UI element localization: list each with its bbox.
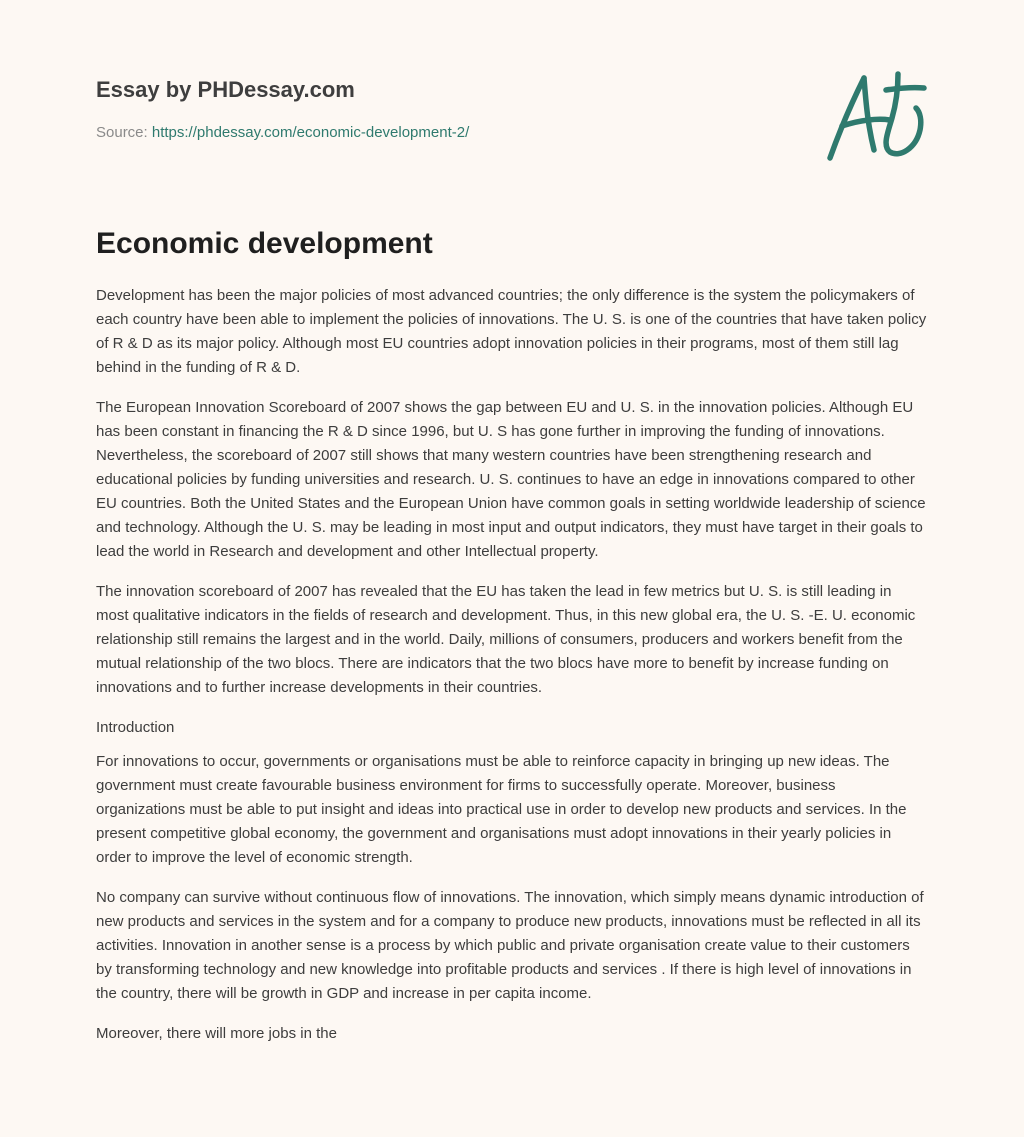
brand-title: Essay by PHDessay.com (96, 77, 355, 102)
source-label: Source: (96, 124, 148, 141)
paragraph: For innovations to occur, governments or organisations must be able to reinforce capacity in bringing up new ideas. The government must create favourable business environment for firms to successfully operate. Moreover, business organizations must be able to put insight and ideas into practical use in order to develop new products and services. In the present competitive global economy, the government and organisations must adopt innovations in their yearly policies in order to improve the level of economic strength. (96, 753, 907, 866)
paragraph: Moreover, there will more jobs in the (96, 1025, 337, 1042)
essay-title: Economic development (96, 227, 433, 260)
paragraph: The innovation scoreboard of 2007 has revealed that the EU has taken the lead in few metrics but U. S. is still leading in most qualitative indicators in the fields of research and development. Thus, in this new global era, the U. S. -E. U. economic relationship still remains the largest and in the world. Daily, millions of consumers, producers and workers benefit from the mutual relationship of the two blocs. There are indicators that the two blocs have more to benefit by increase funding on innovations and to further increase developments in their countries. (96, 583, 916, 696)
a-plus-logo-icon (820, 68, 930, 166)
essay-body (96, 284, 928, 1062)
essay-header (96, 74, 796, 143)
source-link[interactable]: https://phdessay.com/economic-development-2/ (151, 124, 470, 141)
paragraph: No company can survive without continuous flow of innovations. The innovation, which simply means dynamic introduction of new products and services in the system and for a company to produce new products, innovations must be reflected in all its activities. Innovation in another sense is a process by which public and private organisation create value to their customers by transforming technology and new knowledge into profitable products and services . If there is high level of innovations in the country, there will be growth in GDP and increase in per capita income. (96, 889, 924, 1002)
section-heading-introduction: Introduction (96, 719, 175, 736)
paragraph: The European Innovation Scoreboard of 2007 shows the gap between EU and U. S. in the innovation policies. Although EU has been constant in financing the R & D since 1996, but U. S has gone further in improving the funding of innovations. Nevertheless, the scoreboard of 2007 still shows that many western countries have been strengthening research and educational policies by funding universities and research. U. S. continues to have an edge in innovations compared to other EU countries. Both the United States and the European Union have common goals in setting worldwide leadership of science and technology. Although the U. S. may be leading in most input and output indicators, they must have target in their goals to lead the world in Research and development and other Intellectual property. (96, 399, 926, 560)
paragraph: Development has been the major policies of most advanced countries; the only difference is the system the policymakers of each country have been able to implement the policies of innovations. The U. S. is one of the countries that have taken policy of R & D as its major policy. Although most EU countries adopt innovation policies in their programs, most of them still lag behind in the funding of R & D. (96, 287, 927, 376)
source-line (96, 123, 796, 143)
